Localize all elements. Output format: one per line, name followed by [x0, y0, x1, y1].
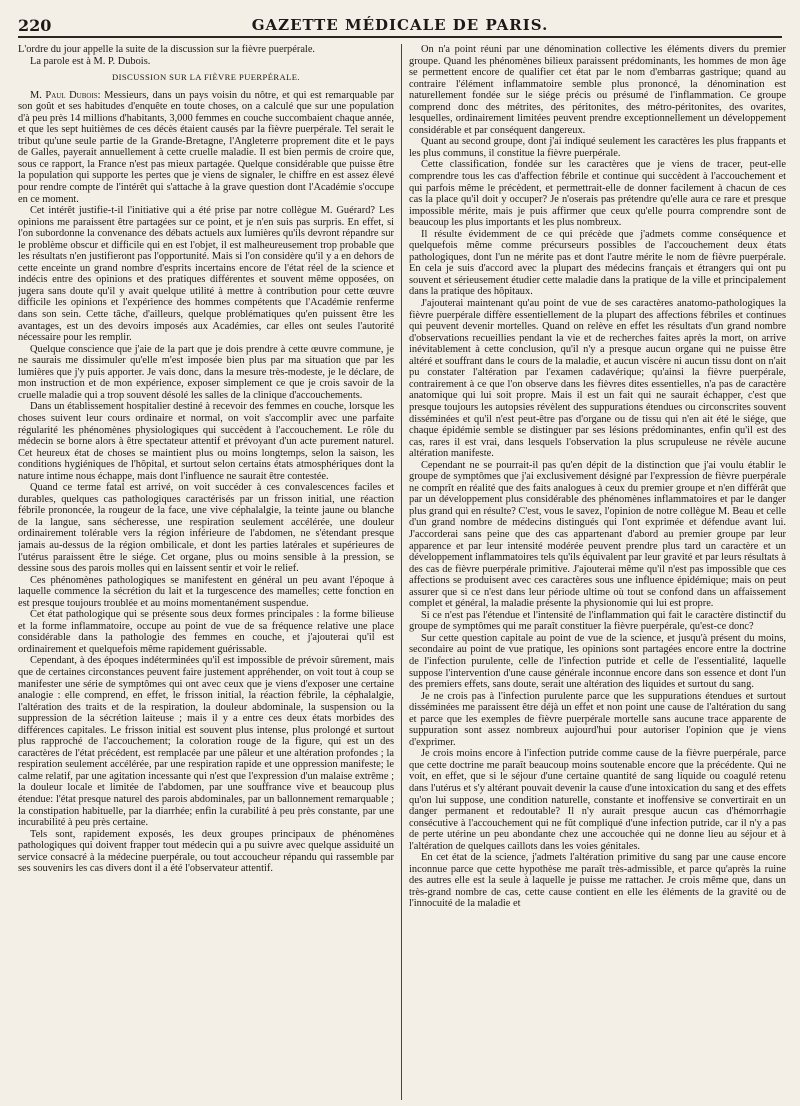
right-column: [402, 44, 786, 1100]
paragraph: Quand ce terme fatal est arrivé, on voit succéder à ces convalescences faciles et durables, quelques cas pathologiques caractérisés par un frisson initial, une réaction fébrile prononcée, la rougeur de la face, une vive céphalalgie, la teinte jaune ou blanche de la langue, sans sécheresse, une respiration seulement accélérée, une douleur ordinairement tolérable vers la région inférieure de l'abdomen, ne s'étendant presque jamais au-dessus de la région ombilicale, et dont les parties latérales et supérieures de l'utérus paraissent être le siége. Cet organe, plus ou moins sensible à la pression, se dessine sous des parois molles qui en laissent sentir et voir le relief.: [18, 482, 394, 575]
paragraph: Cet intérêt justifie-t-il l'initiative qui a été prise par notre collègue M. Guérard? Les opinions me paraissent être partagées sur ce point, et je n'en suis pas surpris. En effet, si l'on subordonne la convenance des débats actuels aux lumières qu'ils devront répandre sur le problème obscur et difficile qui en est l'objet, il est malheureusement trop probable que les résultats n'en justifieront pas l'opportunité. Mais si l'on considère qu'il y a en dehors de cette enceinte un grand nombre d'esprits incertains encore de l'état réel de la science et indécis entre des opinions et des pratiques différentes et souvent même opposées, on jugera sans doute qu'il y avait quelque utilité à mettre à contribution pour cette œuvre difficile les opinions et l'expérience des hommes compétents que l'Académie renferme dans son sein. Cette tâche, d'ailleurs, quelque problématiques qu'en puissent être les avantages, est un des devoirs imposés aux Académies, car elles ont seules l'autorité nécessaire pour les remplir.: [18, 205, 394, 344]
paragraph: J'ajouterai maintenant qu'au point de vue de ses caractères anatomo-pathologiques la fièvre puerpérale diffère essentiellement de la plupart des affections fébriles et continues qui peuvent devenir mortelles. Quand on relève en effet les résultats d'un grand nombre d'observations recueillies pendant la vie et de recherches faites après la mort, on arrive inévitablement à cette conclusion, qu'il n'y a presque aucun organe qui ne puisse être altéré et souffrant dans le cours de la maladie, et aucun viscère ni aucun tissu dont on n'ait pu constater l'altération par l'examen cadavérique; qu'ainsi la fièvre puerpérale, contrairement à ce que l'on observe dans les fièvres dites essentielles, n'a pas de caractère anatomique qui lui soit propre. Mais il est un fait qui ne saurait échapper, c'est que presque toujours les autopsies révèlent des suppurations étendues ou circonscrites souvent disséminées et qu'il n'est peut-être pas d'organe ou de tissu qui n'en ait été le siége, que chaque épidémie semble se distinguer par ses lésions prédominantes, enfin qu'il est des cas, rares il est vrai, dans lesquels l'observation la plus scrupuleuse ne révèle aucune altération manifeste.: [409, 298, 786, 460]
paragraph-text: Messieurs, dans un pays voisin du nôtre, et qui est remarquable par son goût et ses habitudes d'enquête en toute choses, on a calculé que sur une population d'à peu près 14 millions d'habitants, 3,000 femmes en couche succombaient chaque année, et que les sept huitièmes de ces décès étaient causés par la fièvre puerpérale. Tel serait le tribut qu'une seule partie de la Grande-Bretagne, l'Angleterre proprement dite et le pays de Galles, payerait annuellement à cette cruelle maladie. Il est bien permis de croire que, sous ce rapport, la France n'est pas mieux partagée. Quelque considérable que puisse être la population qui supporte les pertes que je viens de signaler, le chiffre en est assez élevé pour rendre compte de l'intérêt qui s'attache à la grave question dont l'Académie s'occupe en ce moment.: [18, 89, 395, 205]
paragraph: Quelque conscience que j'aie de la part que je dois prendre à cette œuvre commune, je ne saurais me dissimuler qu'elle m'est imposée bien plus par ma situation que par les lumières que j'y puis apporter. Je vais donc, dans la mesure très-modeste, je le déclare, de mon instruction et de mon expérience, exposer simplement ce que je crois savoir de la cruelle maladie qui a trop souvent désolé les salles de la clinique d'accouchements.: [18, 343, 394, 401]
section-heading: DISCUSSION SUR LA FIÈVRE PUERPÉRALE.: [112, 72, 300, 83]
article-body: [18, 44, 786, 1100]
paragraph: Sur cette question capitale au point de vue de la science, et jusqu'à présent du moins, secondaire au point de vue pratique, les opinions sont partagées encore entre la doctrine de l'infection purulente, celle de l'infection putride et celle de l'essentialité, laquelle suppose l'intervention d'une cause générale inconnue encore dans son essence et dont l'un des premiers effets, sans doute, serait une altération des liquides et surtout du sang.: [409, 632, 786, 691]
paragraph: Cependant, à des époques indéterminées qu'il est impossible de prévoir sûrement, mais que de certaines circonstances peuvent faire justement appréhender, on voit tout à coup se manifester une série de symptômes qui ont avec ceux que je viens d'exposer une certaine analogie : elle comprend, en effet, le frisson initial, la réaction fébrile, la céphalalgie, l'altération des traits et de la respiration, la douleur abdominale, la suspension ou la suppression de la sécrétion laiteuse ; mais il y a entre ces deux états morbides des différences capitales. Le frisson initial est souvent plus intense, plus prolongé et surtout plus rapproché de l'accouchement; la coloration rouge de la figure, qui est un des caractères de l'état précédent, est remplacée par une pâleur et une altération profondes ; la respiration seulement accélérée, par une respiration rapide et une oppression manifeste; le calme relatif, par une agitation incessante qui n'est que l'expression d'un malaise extrême ; la douleur locale et limitée de l'abdomen, par une souffrance vive et beaucoup plus étendue: l'état presque naturel des parois abdominales, par un ballonnement remarquable ; la constipation habituelle, par la diarrhée; enfin la curabilité à peu près constante, par une incurabilité à peu près certaine.: [18, 655, 394, 829]
left-column: [18, 44, 402, 1100]
page-number: 220: [18, 16, 52, 35]
paragraph: En cet état de la science, j'admets l'altération primitive du sang par une cause encore inconnue parce que cette hypothèse me paraît très-admissible, et parce qu'après la ruine des autres elle est la seule à laquelle je puisse me rattacher. Je crois même que, dans un très-grand nombre de cas, cette cause contient en elle les éléments de la gravité ou de l'innocuité de la maladie et: [409, 852, 786, 910]
intro-line: La parole est à M. P. Dubois.: [30, 55, 151, 67]
paragraph: Je crois moins encore à l'infection putride comme cause de la fièvre puerpérale, parce que cette doctrine me paraît beaucoup moins soutenable encore que la précédente. Qui ne voit, en effet, que si le séjour d'une certaine quantité de sang liquide ou coagulé retenu dans l'utérus et s'y altérant pouvait devenir la cause d'une intoxication du sang et des effets qu'on lui suppose, une condition naturelle, constante et inoffensive se convertirait en un danger permanent et redoutable? Il n'y aurait presque aucun cas d'hémorrhagie consécutive à l'accouchement qui ne fût compliqué d'une infection putride, car il n'y a pas de perte utérine un peu abondante chez une accouchée qui ne donne lieu au séjour et à l'altération de quelques caillots dans les voies génitales.: [409, 748, 786, 852]
paragraph: Cet état pathologique qui se présente sous deux formes principales : la forme bilieuse et la forme inflammatoire, occupe au point de vue de sa fréquence relative une place considérable dans la pathologie des femmes en couche, et j'ajouterai qu'il est ordinairement et quelquefois même rapidement guérissable.: [18, 609, 394, 655]
intro-line: L'ordre du jour appelle la suite de la discussion sur la fièvre puerpérale.: [18, 44, 316, 55]
speaker-name: M. Paul Dubois:: [30, 89, 101, 101]
page-header: [18, 14, 782, 38]
paragraph: Si ce n'est pas l'étendue et l'intensité de l'inflammation qui fait le caractère distinctif du groupe de symptômes qui me paraît constituer la fièvre puerpérale, qu'est-ce donc?: [409, 609, 786, 633]
paragraph: Quant au second groupe, dont j'ai indiqué seulement les caractères les plus frappants et les plus communs, il constitue la fièvre puerpérale.: [409, 136, 786, 159]
paragraph: Je ne crois pas à l'infection purulente parce que les suppurations étendues et surtout disséminées me paraissent être déjà un effet et non point une cause de l'altération du sang et parce que les exemples de fièvre puerpérale mortelle sans aucune trace apparente de suppuration sont assez nombreux aujourd'hui pour autoriser l'opinion que je viens d'exprimer.: [409, 690, 786, 748]
paragraph: Tels sont, rapidement exposés, les deux groupes principaux de phénomènes pathologiques qui doivent frapper tout médecin qui a pu suivre avec quelque assiduité un service consacré à la médecine puerpérale, ou tout accoucheur répandu qui rassemble par ses souvenirs les cas divers dont il a été l'observateur attentif.: [18, 828, 394, 875]
paragraph: Dans un établissement hospitalier destiné à recevoir des femmes en couche, lorsque les choses suivent leur cours ordinaire et normal, on voit s'accomplir avec une parfaite régularité les phénomènes physiologiques qui succèdent à l'accouchement. Le rôle du médecin se borne alors à être spectateur attentif et prévoyant d'un acte purement naturel. Cet heureux état de choses se maintient plus ou moins longtemps, selon la saison, les conditions hygiéniques de l'hôpital, et surtout selon certains états atmosphériques dont la nature intime nous échappe, mais dont l'influence ne saurait être contestée.: [18, 401, 394, 482]
journal-title: GAZETTE MÉDICALE DE PARIS.: [251, 16, 549, 34]
paragraph: Il résulte évidemment de ce qui précède que j'admets comme conséquence et quelquefois même comme précurseurs possibles de l'accouchement deux états pathologiques, dont l'un ne mérite pas et dont l'autre mérite le nom de fièvre puerpérale. En cela je suis d'accord avec la plupart des médecins français et étrangers qui ont pu souvent et sérieusement étudier cette maladie dans la pratique de la ville et principalement dans la pratique des hôpitaux.: [409, 228, 786, 298]
paragraph: Cependant ne se pourrait-il pas qu'en dépit de la distinction que j'ai voulu établir le groupe de symptômes que j'ai exclusivement désigné par l'expression de fièvre puerpérale ne comprît en réalité que des faits analogues à ceux du premier groupe et n'en différât que par un développement plus considérable des phénomènes inflammatoires et par le danger plus grand qui en résulte? C'est, vous le savez, l'opinion de notre collègue M. Beau et celle d'un grand nombre de médecins distingués qui l'ont exprimée et défendue avant lui. J'accorderai sans peine que des cas appartenant d'abord au premier groupe par leur apparence et par leur intensité modérée peuvent prendre plus tard un caractère et un développement inflammatoires tels qu'ils équivalent par leur gravité et par leurs résultats à des cas de fièvre puerpérale primitive. J'ajouterai même qu'il n'est pas impossible que ces affections se produisent avec ces caractères sous une influence épidémique; mais on peut assurer que si ce n'est dans leur période ultime où tout se confond dans un affaissement complet et général, la maladie présente la physionomie qui lui est propre.: [409, 459, 786, 610]
paragraph: [18, 90, 394, 205]
paragraph: On n'a point réuni par une dénomination collective les éléments divers du premier groupe. Quand les phénomènes bilieux paraissent prédominants, les hommes de mon âge se permettent encore de qualifier cet état par le nom d'embarras gastrique; quand au contraire l'élément inflammatoire semble plus prononcé, la dénomination est naturellement fondée sur le siége précis ou présumé de l'inflammation. Ce groupe comprend donc des métrites, des péritonites, des métro-péritonites, des ovarites, lesquelles, ordinairement limitées peuvent prendre exceptionnellement un développement considérable et par conséquent dangereux.: [409, 44, 786, 136]
paragraph: Ces phénomènes pathologiques se manifestent en général un peu avant l'époque à laquelle commence la sécrétion du lait et la turgescence des mamelles; cette fonction en est presque toujours troublée et au moins momentanément suspendue.: [18, 574, 394, 609]
paragraph: Cette classification, fondée sur les caractères que je viens de tracer, peut-elle comprendre tous les cas d'affection fébrile et continue qui succèdent à l'accouchement et qui parfois même le précèdent, et permettrait-elle de donner facilement à chacun de ces cas la place qu'il doit y occuper? Je n'oserais pas prétendre qu'elle aura ce rare et presque impossible mérite, mais je puis affirmer que ceux qu'elle pourra comprendre sont de beaucoup les plus importants et les plus nombreux.: [409, 159, 786, 229]
